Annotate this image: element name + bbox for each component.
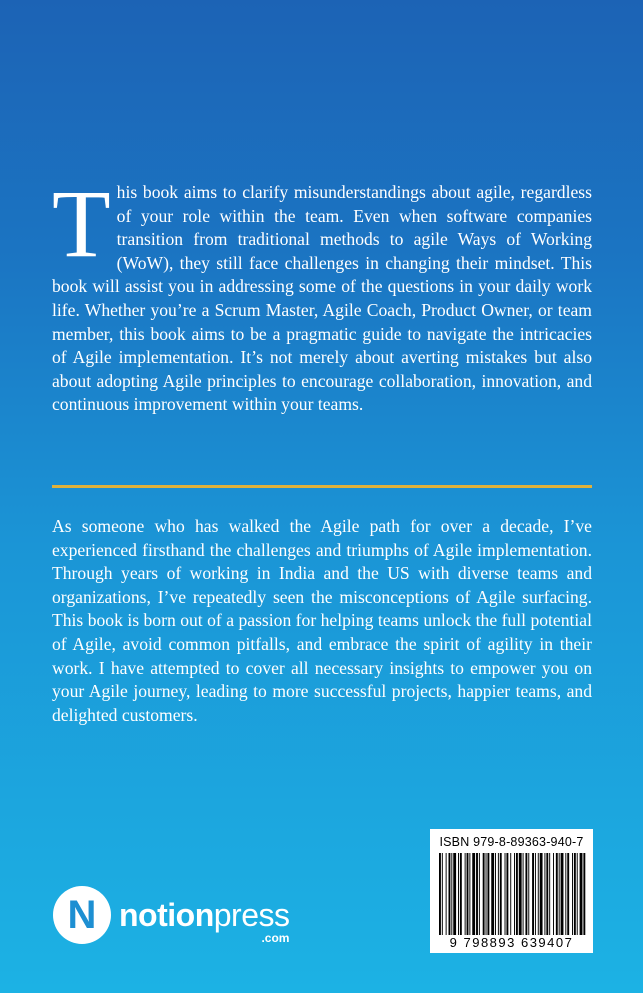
notionpress-logo-icon [53,886,111,944]
gold-divider [52,485,592,488]
barcode-bars [438,853,586,935]
author-bio-text: As someone who has walked the Agile path for over a decade, I’ve experienced firsthand the challenges and triumphs of Agile implementation. Through years of working in India and the US with diverse teams and organizations, I’ve repeatedly seen the misconceptions of Agile surfacing. This book is born out of a passion for helping teams unlock the full potential of Agile, avoid common pitfalls, and embrace the spirit of agility in their work. I have attempted to cover all necessary insights to empower you on your Agile journey, leading to more successful projects, happier teams, and delighted customers. [52,516,592,725]
barcode-digits: 9 798893 639407 [449,935,574,950]
publisher-domain: .com [261,931,290,945]
blurb-paragraph [52,170,592,417]
author-bio [52,515,592,727]
publisher-wordmark [119,897,290,945]
drop-cap: T [52,170,111,277]
publisher-name-bold: notion [119,897,214,933]
blurb-text: his book aims to clarify misunderstandings about agile, regardless of your role within the team. Even when software companies transition from traditional methods to agile Ways of Working (WoW), they still face challenges in changing their mindset. This book will assist you in addressing some of the questions in your daily work life. Whether you’re a Scrum Master, Agile Coach, Product Owner, or team member, this book aims to be a pragmatic guide to navigate the intricacies of Agile implementation. It’s not merely about averting mistakes but also about adopting Agile principles to encourage collaboration, innovation, and continuous improvement within your teams. [52,182,592,415]
isbn-label: ISBN 979-8-89363-940-7 [439,835,584,849]
publisher-logo [53,885,289,945]
logo-letter: N [67,893,97,937]
publisher-name-light: press [213,897,290,933]
isbn-barcode [430,829,593,953]
